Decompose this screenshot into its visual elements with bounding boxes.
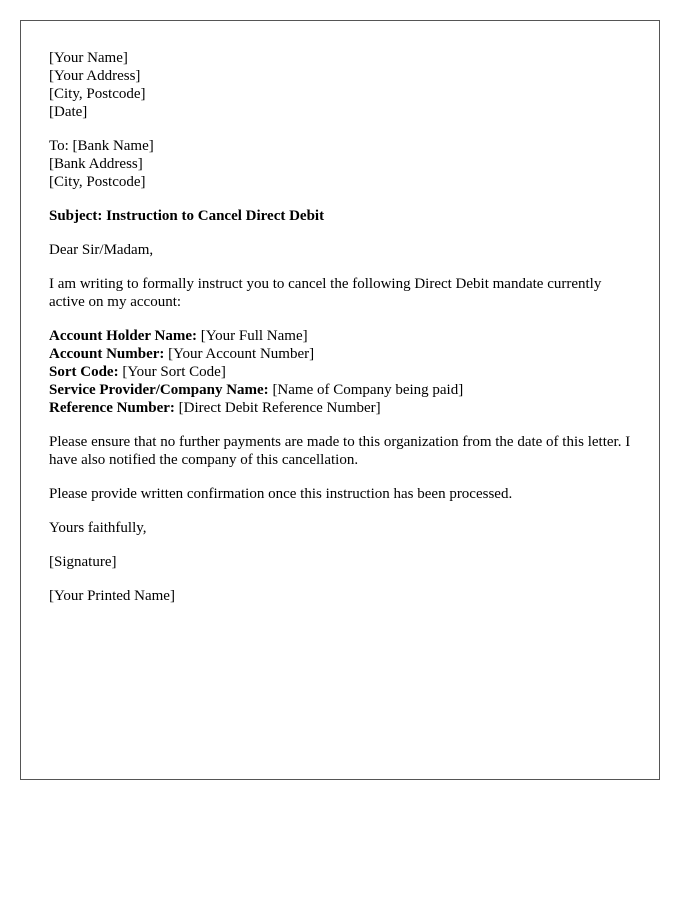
signature-placeholder: [Signature] <box>49 554 117 570</box>
recipient-to-line: To: [Bank Name] <box>49 138 154 154</box>
intro-paragraph: I am writing to formally instruct you to cancel the following Direct Debit mandate currently active on my account: <box>49 276 602 310</box>
sender-address: [Your Address] <box>49 68 141 84</box>
detail-value: [Direct Debit Reference Number] <box>174 400 381 416</box>
detail-label: Reference Number: <box>49 400 175 416</box>
detail-service-provider <box>49 381 639 399</box>
detail-account-number <box>49 345 639 363</box>
sender-name: [Your Name] <box>49 50 128 66</box>
sender-block <box>49 49 639 121</box>
detail-value: [Your Sort Code] <box>118 364 226 380</box>
letter-body <box>49 49 639 621</box>
detail-label: Account Number: <box>49 346 165 362</box>
detail-reference-number <box>49 399 639 417</box>
detail-value: [Your Full Name] <box>197 328 308 344</box>
letter-page <box>20 20 660 780</box>
recipient-city-postcode: [City, Postcode] <box>49 174 146 190</box>
recipient-block <box>49 137 639 191</box>
letter-date: [Date] <box>49 104 88 120</box>
direct-debit-details <box>49 327 639 417</box>
printed-name: [Your Printed Name] <box>49 588 175 604</box>
detail-sort-code <box>49 363 639 381</box>
detail-label: Account Holder Name: <box>49 328 198 344</box>
sender-city-postcode: [City, Postcode] <box>49 86 146 102</box>
confirmation-paragraph: Please provide written confirmation once this instruction has been processed. <box>49 486 513 502</box>
recipient-address: [Bank Address] <box>49 156 143 172</box>
detail-account-holder <box>49 327 639 345</box>
detail-label: Sort Code: <box>49 364 119 380</box>
ensure-paragraph: Please ensure that no further payments are made to this organization from the date of this letter. I have also notified the company of this cancellation. <box>49 434 631 468</box>
salutation: Dear Sir/Madam, <box>49 242 154 258</box>
detail-label: Service Provider/Company Name: <box>49 382 269 398</box>
detail-value: [Name of Company being paid] <box>268 382 464 398</box>
detail-value: [Your Account Number] <box>164 346 315 362</box>
closing-line: Yours faithfully, <box>49 520 147 536</box>
subject-line: Subject: Instruction to Cancel Direct Debit <box>49 208 325 224</box>
